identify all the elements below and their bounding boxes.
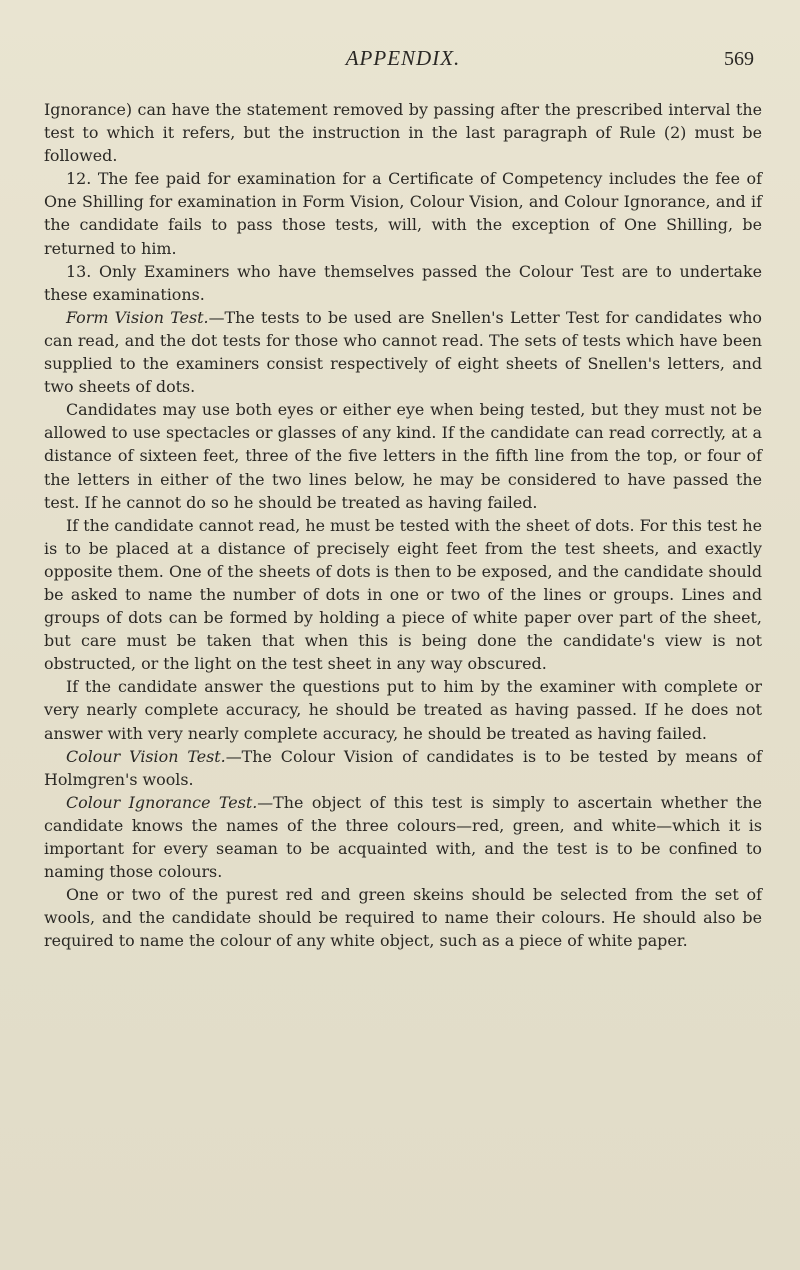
paragraph-text: Candidates may use both eyes or either eye when being tested, but they must not be allowed to use spectacles or glasses of any kind. If the candidate can read correctly, at a distance of sixteen feet, three of the five letters in the fifth line from the top, or four of the letters in either of the two lines below, he may be considered to have passed the test. If he cannot do so he should be treated as having failed.	[44, 400, 762, 512]
section-heading-colour-vision: Colour Vision Test.	[66, 746, 226, 766]
section-heading-colour-ignorance: Colour Ignorance Test.	[66, 792, 258, 812]
paragraph-text: Ignorance) can have the statement removed by passing after the prescribed interval the test to which it refers, but the instruction in the last paragraph of Rule (2) must be followed.	[44, 100, 762, 166]
paragraph-dot-test-result	[44, 675, 762, 744]
paragraph-letter-test	[44, 398, 762, 513]
paragraph-rule-13	[44, 260, 762, 306]
paragraph-text: —The object of this test is simply to ascertain whether the candidate knows the names of the three colours—red, green, and white—which it is important for every seaman to be acquainted with, and the test is to be confined to naming those colours.	[44, 792, 762, 882]
paragraph-skein-selection	[44, 883, 762, 952]
paragraph-text: One or two of the purest red and green skeins should be selected from the set of wools, and the candidate should be required to name their colours. He should also be required to name the colour of any white object, such as a piece of white paper.	[44, 885, 762, 951]
paragraph-colour-ignorance-test	[44, 791, 762, 883]
page-number: 569	[724, 48, 754, 70]
paragraph-rule-12	[44, 167, 762, 259]
paragraph-text: 13. Only Examiners who have themselves passed the Colour Test are to undertake these examinations.	[44, 261, 762, 304]
paragraph-form-vision-test	[44, 306, 762, 398]
body-text	[44, 98, 762, 952]
paragraph-text: —The Colour Vision of candidates is to be tested by means of Holmgren's wools.	[44, 746, 762, 789]
paragraph-continuation	[44, 98, 762, 167]
paragraph-text: If the candidate answer the questions put to him by the examiner with complete or very nearly complete accuracy, he should be treated as having passed. If he does not answer with very nearly complete accuracy, he should be treated as having failed.	[44, 677, 762, 743]
paragraph-text: 12. The fee paid for examination for a Certificate of Competency includes the fee of One Shilling for examination in Form Vision, Colour Vision, and Colour Ignorance, and if the candidate fails to pass those tests, will, with the exception of One Shilling, be returned to him.	[44, 169, 762, 258]
page-header	[44, 46, 762, 98]
paragraph-text: —The tests to be used are Snellen's Letter Test for candidates who can read, and the dot tests for those who cannot read. The sets of tests which have been supplied to the examiners consist respectively of eight sheets of Snellen's letters, and two sheets of dots.	[44, 307, 763, 397]
paragraph-text: If the candidate cannot read, he must be tested with the sheet of dots. For this test he is to be placed at a distance of precisely eight feet from the test sheets, and exactly opposite them. One of the sheets of dots is then to be exposed, and the candidate should be asked to name the number of dots in one or two of the lines or groups. Lines and groups of dots can be formed by holding a piece of white paper over part of the sheet, but care must be taken that when this is being done the candidate's view is not obstructed, or the light on the test sheet in any way obscured.	[44, 515, 762, 674]
running-head: APPENDIX.	[345, 46, 461, 70]
paragraph-dot-test	[44, 514, 762, 676]
paragraph-colour-vision-test	[44, 745, 762, 791]
section-heading-form-vision: Form Vision Test.	[66, 307, 209, 327]
